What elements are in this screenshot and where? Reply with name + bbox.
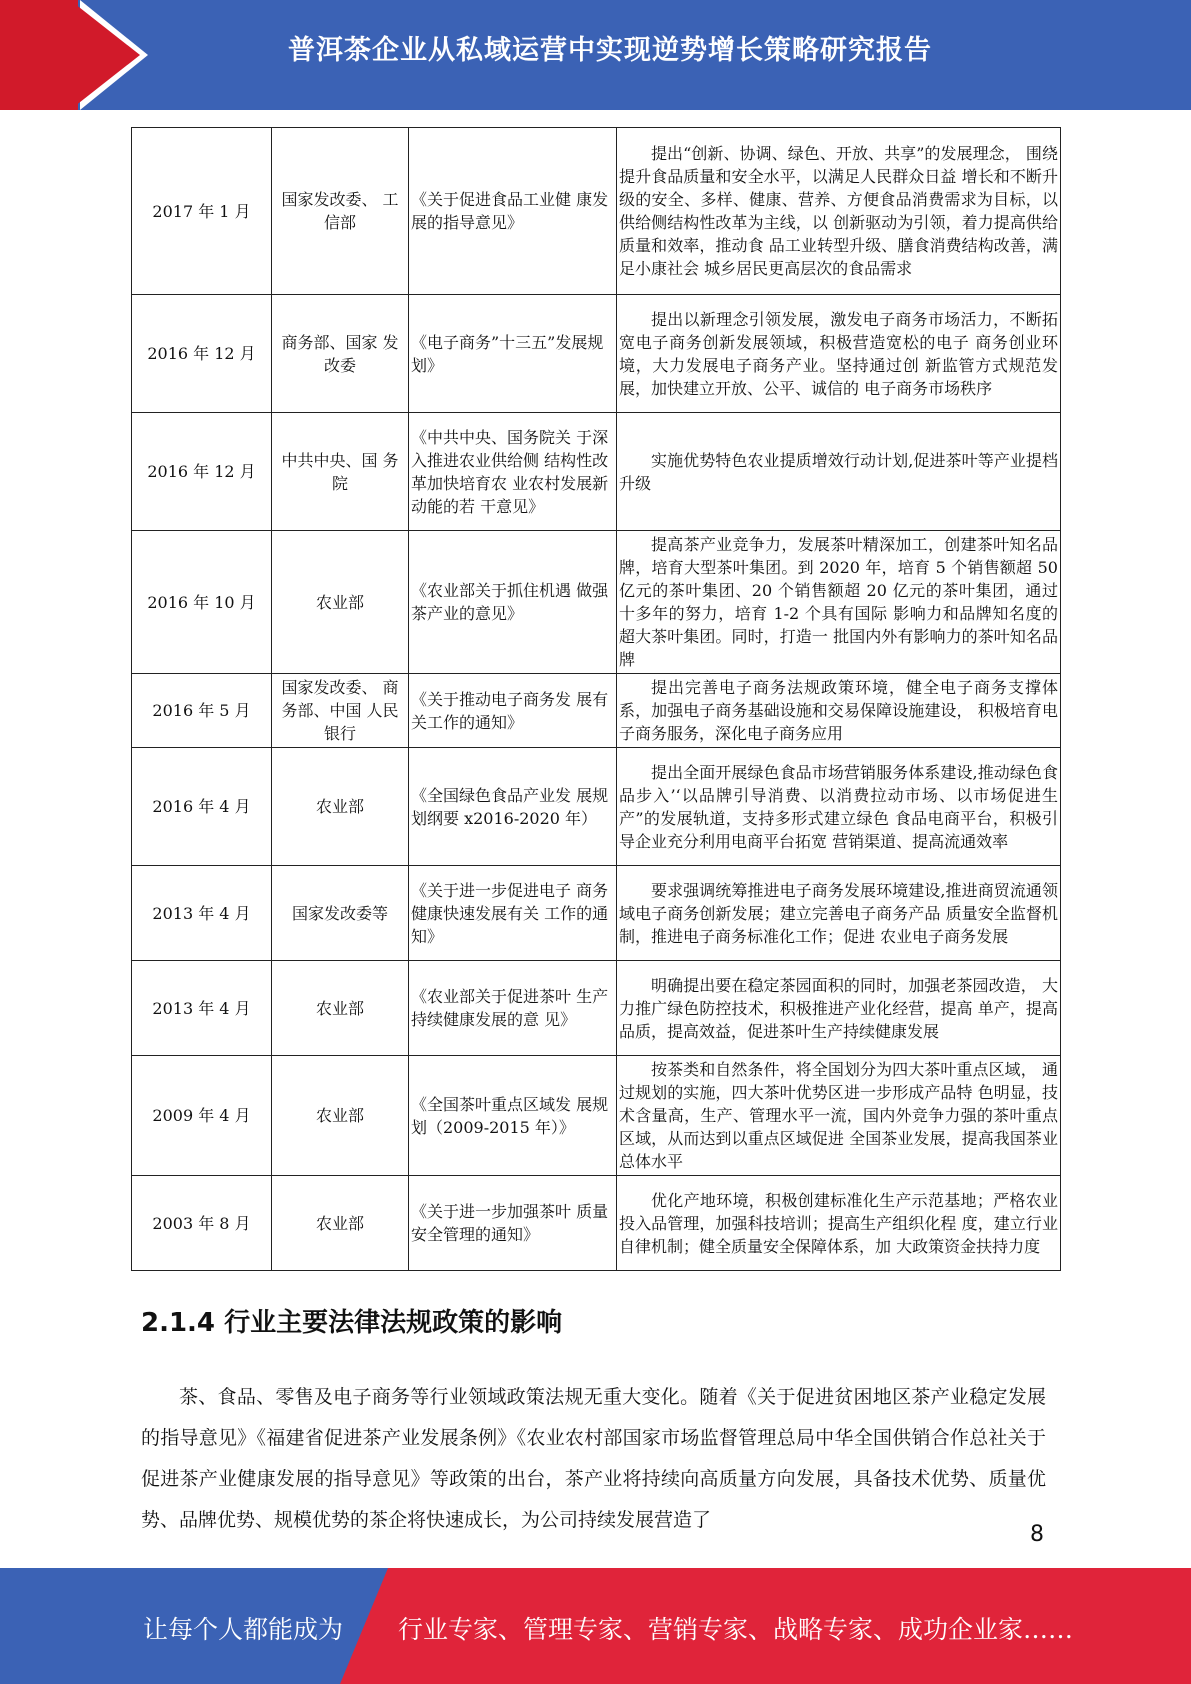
row-department: 农业部 — [272, 748, 409, 866]
table-row — [132, 1176, 1061, 1271]
row-date: 2016 年 5 月 — [132, 674, 272, 748]
row-date: 2013 年 4 月 — [132, 866, 272, 961]
body-paragraph: 茶、食品、零售及电子商务等行业领域政策法规无重大变化。随着《关于促进贫困地区茶产业稳定发展的指导意见》《福建省促进茶产业发展条例》《农业农村部国家市场监督管理总局中华全国供销合作总社关于促进茶产业健康发展的指导意见》等政策的出台，茶产业将持续向高质量方向发展，具备技术优势、质量优势、品牌优势、规模优势的茶企将快速成长，为公司持续发展营造了 — [141, 1386, 1046, 1531]
table-row — [132, 748, 1061, 866]
row-date: 2016 年 12 月 — [132, 413, 272, 531]
row-date: 2009 年 4 月 — [132, 1056, 272, 1176]
row-summary: 按茶类和自然条件，将全国划分为四大茶叶重点区域， 通过规划的实施，四大茶叶优势区进一步形成产品特 色明显，技术含量高，生产、管理水平一流，国内外竞争力强的茶叶重点区域，从而达到以重点区域促进 全国茶业发展，提高我国茶业总体水平 — [617, 1056, 1061, 1176]
footer-right-text: 行业专家、管理专家、营销专家、战略专家、成功企业家…… — [398, 1615, 1074, 1644]
row-date: 2017 年 1 月 — [132, 128, 272, 295]
section-heading: 2.1.4 行业主要法律法规政策的影响 — [141, 1308, 563, 1338]
row-date: 2003 年 8 月 — [132, 1176, 272, 1271]
row-department: 国家发改委、 工信部 — [272, 128, 409, 295]
row-date: 2016 年 10 月 — [132, 531, 272, 674]
row-department: 商务部、国家 发改委 — [272, 295, 409, 413]
row-summary: 实施优势特色农业提质增效行动计划,促进茶叶等产业提档升级 — [617, 413, 1061, 531]
row-summary: 提高茶产业竞争力，发展茶叶精深加工，创建茶叶知名品牌，培育大型茶叶集团。到 2020 年，培育 5 个销售额超 50 亿元的茶叶集团、20 个销售额超 20 亿元的茶叶集团，通过十多年的努力，培育 1-2 个具有国际 影响力和品牌知名度的超大茶叶集团。同时，打造一 批国内外有影响力的茶叶知名品牌 — [617, 531, 1061, 674]
table-row — [132, 413, 1061, 531]
table-row — [132, 961, 1061, 1056]
row-summary: 提出“创新、协调、绿色、开放、共享”的发展理念， 围绕提升食品质量和安全水平，以满足人民群众日益 增长和不断升级的安全、多样、健康、营养、方便食品消费需求为目标，以供给侧结构性改革为主线，以 创新驱动为引领，着力提高供给质量和效率，推动食 品工业转型升级、膳食消费结构改善，满足小康社会 城乡居民更高层次的食品需求 — [617, 128, 1061, 295]
row-department: 农业部 — [272, 531, 409, 674]
footer-blue-slant — [340, 1568, 388, 1684]
row-document: 《关于进一步加强茶叶 质量安全管理的通知》 — [409, 1176, 617, 1271]
table-row — [132, 674, 1061, 748]
table-row — [132, 1056, 1061, 1176]
row-document: 《全国茶叶重点区域发 展规划（2009-2015 年）》 — [409, 1056, 617, 1176]
table-row — [132, 295, 1061, 413]
row-department: 农业部 — [272, 961, 409, 1056]
page-number: 8 — [1030, 1522, 1044, 1547]
row-department: 中共中央、国 务院 — [272, 413, 409, 531]
header-red-block — [0, 0, 78, 110]
table-row — [132, 531, 1061, 674]
row-document: 《全国绿色食品产业发 展规划纲要 x2016-2020 年） — [409, 748, 617, 866]
row-date: 2013 年 4 月 — [132, 961, 272, 1056]
row-summary: 优化产地环境，积极创建标准化生产示范基地；严格农业投入品管理，加强科技培训；提高生产组织化程 度，建立行业自律机制；健全质量安全保障体系，加 大政策资金扶持力度 — [617, 1176, 1061, 1271]
row-summary: 提出完善电子商务法规政策环境，健全电子商务支撑体系，加强电子商务基础设施和交易保障设施建设， 积极培育电子商务服务，深化电子商务应用 — [617, 674, 1061, 748]
table-row — [132, 866, 1061, 961]
row-document: 《农业部关于促进茶叶 生产持续健康发展的意 见》 — [409, 961, 617, 1056]
row-department: 国家发改委等 — [272, 866, 409, 961]
header-chevron-red — [70, 0, 140, 110]
header-title: 普洱茶企业从私域运营中实现逆势增长策略研究报告 — [288, 35, 932, 66]
row-summary: 明确提出要在稳定茶园面积的同时，加强老茶园改造， 大力推广绿色防控技术，积极推进产业化经营，提高 单产，提高品质，提高效益，促进茶叶生产持续健康发展 — [617, 961, 1061, 1056]
row-summary: 提出全面开展绿色食品市场营销服务体系建设,推动绿色食品步入’‘以品牌引导消费、以消费拉动市场、以市场促进生产”的发展轨道，支持多形式建立绿色 食品电商平台，积极引导企业充分利用电商平台拓宽 营销渠道、提高流通效率 — [617, 748, 1061, 866]
page-header — [0, 0, 1191, 110]
row-date: 2016 年 12 月 — [132, 295, 272, 413]
row-document: 《关于进一步促进电子 商务健康快速发展有关 工作的通知》 — [409, 866, 617, 961]
row-document: 《电子商务”十三五”发展规划》 — [409, 295, 617, 413]
row-date: 2016 年 4 月 — [132, 748, 272, 866]
row-department: 农业部 — [272, 1176, 409, 1271]
row-summary: 要求强调统筹推进电子商务发展环境建设,推进商贸流通领域电子商务创新发展；建立完善电子商务产品 质量安全监督机制，推进电子商务标准化工作；促进 农业电子商务发展 — [617, 866, 1061, 961]
row-document: 《农业部关于抓住机遇 做强茶产业的意见》 — [409, 531, 617, 674]
footer-left-text: 让每个人都能成为 — [143, 1615, 344, 1644]
row-department: 国家发改委、 商务部、中国 人民银行 — [272, 674, 409, 748]
row-document: 《关于促进食品工业健 康发展的指导意见》 — [409, 128, 617, 295]
row-summary: 提出以新理念引领发展，激发电子商务市场活力，不断拓宽电子商务创新发展领域，积极营造宽松的电子 商务创业环境，大力发展电子商务产业。坚持通过创 新监管方式规范发展，加快建立开放、公平、诚信的 电子商务市场秩序 — [617, 295, 1061, 413]
policy-table-body — [132, 128, 1061, 1271]
row-document: 《关于推动电子商务发 展有关工作的通知》 — [409, 674, 617, 748]
policy-table — [131, 127, 1061, 1271]
row-document: 《中共中央、国务院关 于深入推进农业供给侧 结构性改革加快培育农 业农村发展新动能的若 干意见》 — [409, 413, 617, 531]
table-row — [132, 128, 1061, 295]
page-footer — [0, 1568, 1191, 1684]
row-department: 农业部 — [272, 1056, 409, 1176]
